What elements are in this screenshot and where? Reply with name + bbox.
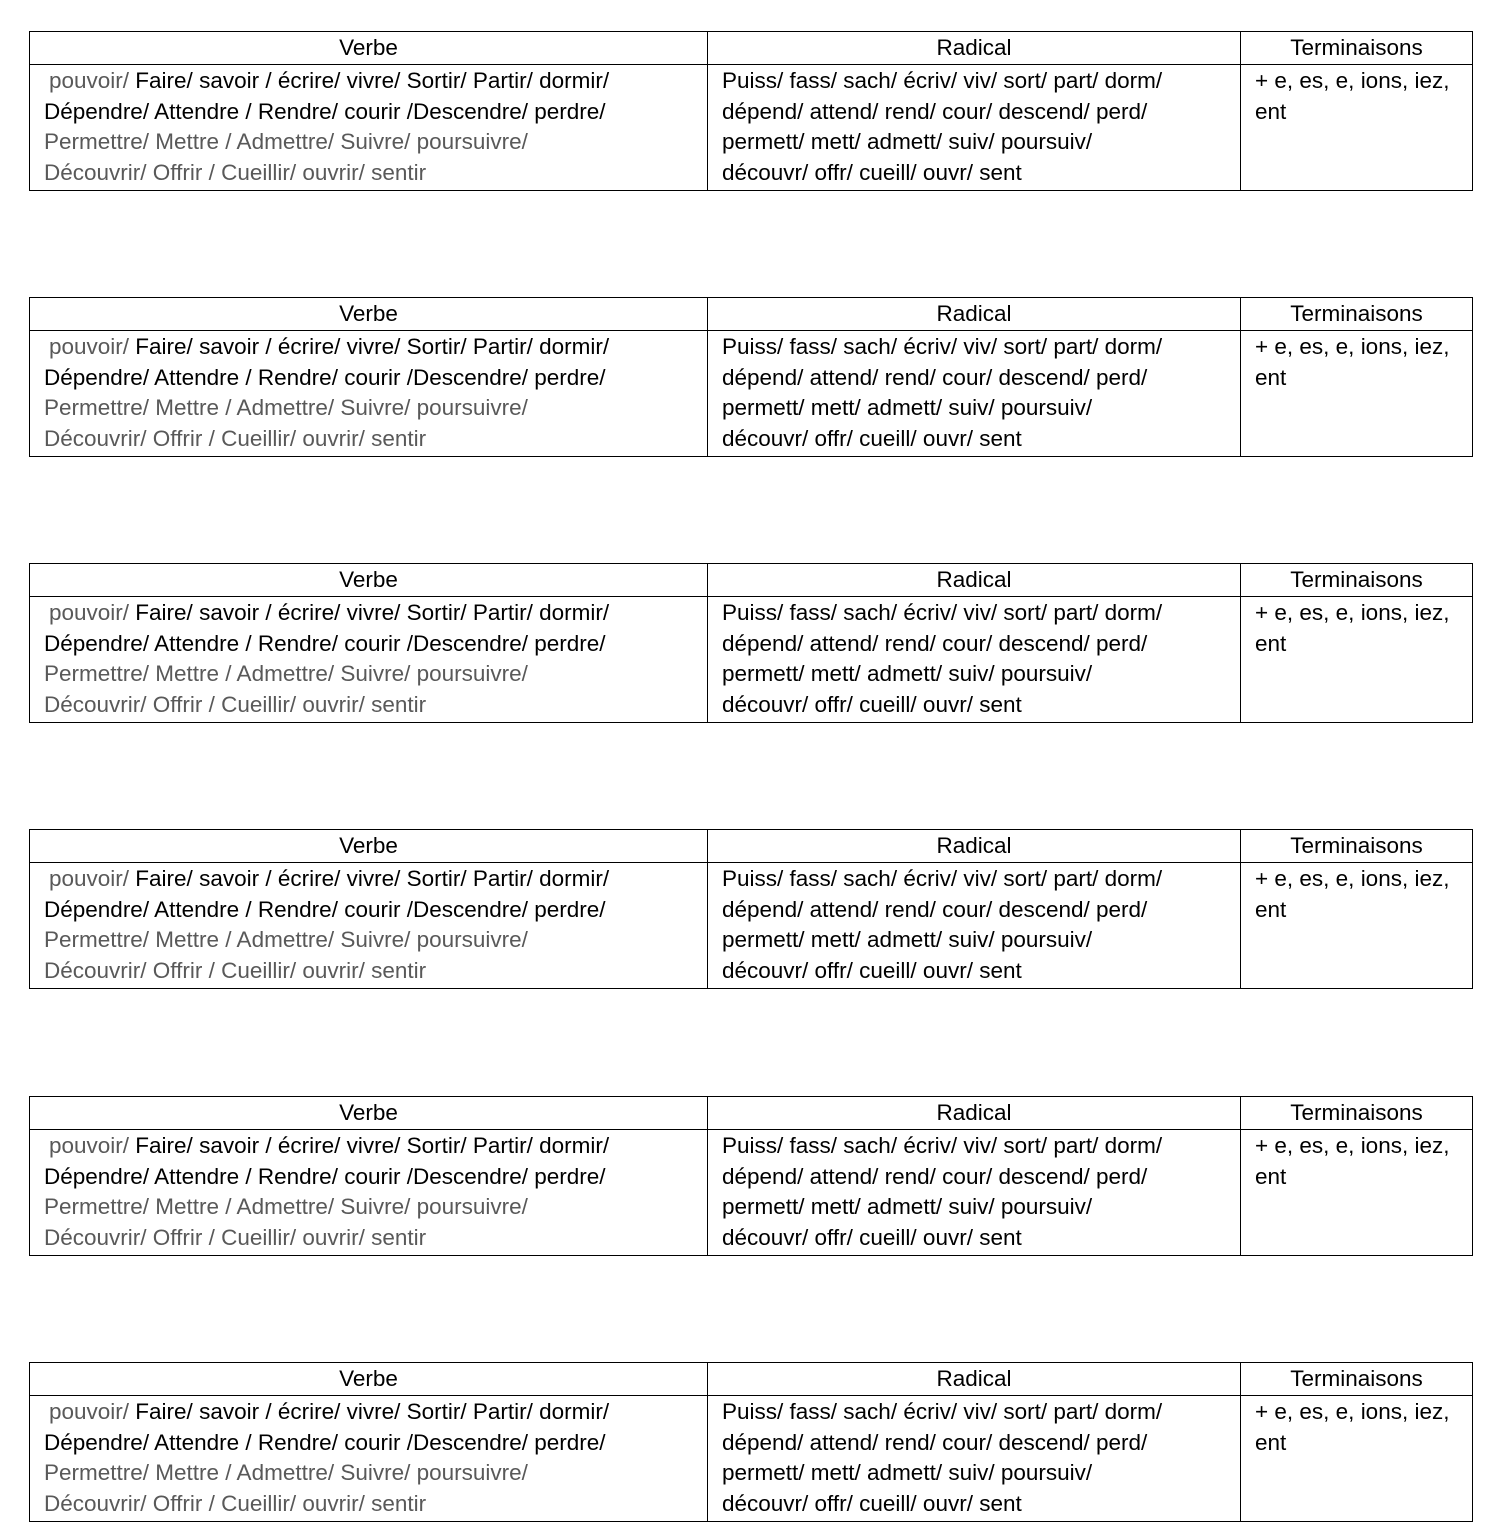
header-verbe: Verbe <box>30 830 708 863</box>
header-radical: Radical <box>708 298 1241 331</box>
verbe-cell <box>30 65 708 191</box>
header-verbe: Verbe <box>30 32 708 65</box>
verbe-line-4: Découvrir/ Offrir / Cueillir/ ouvrir/ sentir <box>44 425 427 451</box>
radical-line-1: Puiss/ fass/ sach/ écriv/ viv/ sort/ part/ dorm/ <box>722 866 1163 891</box>
conjugation-table-4 <box>29 829 1473 989</box>
verbe-line-2: Dépendre/ Attendre / Rendre/ courir /Descendre/ perdre/ <box>44 630 606 656</box>
table-header-row <box>30 298 1473 331</box>
verbe-line-4: Découvrir/ Offrir / Cueillir/ ouvrir/ sentir <box>44 1224 427 1250</box>
header-verbe: Verbe <box>30 298 708 331</box>
terminaisons-cell: + e, es, e, ions, iez, ent <box>1241 1396 1473 1522</box>
verbe-line-3: Permettre/ Mettre / Admettre/ Suivre/ poursuivre/ <box>44 927 528 953</box>
radical-cell <box>708 597 1241 723</box>
radical-line-1: Puiss/ fass/ sach/ écriv/ viv/ sort/ part/ dorm/ <box>722 1399 1163 1424</box>
table-row <box>30 331 1473 457</box>
verbe-line-4: Découvrir/ Offrir / Cueillir/ ouvrir/ sentir <box>44 691 427 717</box>
verbe-line-1-black: Faire/ savoir / écrire/ vivre/ Sortir/ Partir/ dormir/ <box>129 334 610 359</box>
header-terminaisons: Terminaisons <box>1241 1363 1473 1396</box>
radical-line-4: découvr/ offr/ cueill/ ouvr/ sent <box>722 159 1022 185</box>
radical-line-1: Puiss/ fass/ sach/ écriv/ viv/ sort/ part/ dorm/ <box>722 334 1163 359</box>
header-radical: Radical <box>708 32 1241 65</box>
verbe-line-2: Dépendre/ Attendre / Rendre/ courir /Descendre/ perdre/ <box>44 364 606 390</box>
table-header-row <box>30 830 1473 863</box>
radical-line-3: permett/ mett/ admett/ suiv/ poursuiv/ <box>722 1460 1093 1486</box>
radical-line-2: dépend/ attend/ rend/ cour/ descend/ perd/ <box>722 364 1148 390</box>
header-radical: Radical <box>708 830 1241 863</box>
radical-line-4: découvr/ offr/ cueill/ ouvr/ sent <box>722 691 1022 717</box>
radical-line-3: permett/ mett/ admett/ suiv/ poursuiv/ <box>722 661 1093 687</box>
verbe-line-2: Dépendre/ Attendre / Rendre/ courir /Descendre/ perdre/ <box>44 1163 606 1189</box>
radical-line-4: découvr/ offr/ cueill/ ouvr/ sent <box>722 1224 1022 1250</box>
table-row <box>30 597 1473 723</box>
radical-line-2: dépend/ attend/ rend/ cour/ descend/ perd/ <box>722 1163 1148 1189</box>
terminaisons-cell: + e, es, e, ions, iez, ent <box>1241 331 1473 457</box>
verbe-cell <box>30 1130 708 1256</box>
radical-line-2: dépend/ attend/ rend/ cour/ descend/ perd/ <box>722 896 1148 922</box>
header-terminaisons: Terminaisons <box>1241 564 1473 597</box>
table-row <box>30 1396 1473 1522</box>
radical-line-1: Puiss/ fass/ sach/ écriv/ viv/ sort/ part/ dorm/ <box>722 1133 1163 1158</box>
verbe-line-3: Permettre/ Mettre / Admettre/ Suivre/ poursuivre/ <box>44 661 528 687</box>
radical-line-1: Puiss/ fass/ sach/ écriv/ viv/ sort/ part/ dorm/ <box>722 68 1163 93</box>
radical-line-1: Puiss/ fass/ sach/ écriv/ viv/ sort/ part/ dorm/ <box>722 600 1163 625</box>
radical-line-2: dépend/ attend/ rend/ cour/ descend/ perd/ <box>722 98 1148 124</box>
conjugation-table-6 <box>29 1362 1473 1522</box>
verbe-line-1-gray: pouvoir/ <box>49 1133 130 1158</box>
header-terminaisons: Terminaisons <box>1241 830 1473 863</box>
radical-cell <box>708 1130 1241 1256</box>
verbe-line-1-black: Faire/ savoir / écrire/ vivre/ Sortir/ Partir/ dormir/ <box>129 1399 610 1424</box>
table-header-row <box>30 1097 1473 1130</box>
verbe-line-1-gray: pouvoir/ <box>49 68 130 93</box>
verbe-cell <box>30 597 708 723</box>
terminaisons-cell: + e, es, e, ions, iez, ent <box>1241 597 1473 723</box>
verbe-cell <box>30 863 708 989</box>
radical-cell <box>708 1396 1241 1522</box>
conjugation-table-1 <box>29 31 1473 191</box>
verbe-line-1 <box>44 1397 693 1428</box>
radical-line-2: dépend/ attend/ rend/ cour/ descend/ perd/ <box>722 630 1148 656</box>
table-header-row <box>30 32 1473 65</box>
conjugation-table-5 <box>29 1096 1473 1256</box>
verbe-line-2: Dépendre/ Attendre / Rendre/ courir /Descendre/ perdre/ <box>44 1429 606 1455</box>
verbe-line-1-gray: pouvoir/ <box>49 1399 130 1424</box>
radical-cell <box>708 331 1241 457</box>
table-header-row <box>30 564 1473 597</box>
radical-line-3: permett/ mett/ admett/ suiv/ poursuiv/ <box>722 395 1093 421</box>
radical-line-4: découvr/ offr/ cueill/ ouvr/ sent <box>722 425 1022 451</box>
verbe-line-1 <box>44 1131 693 1162</box>
header-verbe: Verbe <box>30 1097 708 1130</box>
header-radical: Radical <box>708 1097 1241 1130</box>
table-row <box>30 65 1473 191</box>
radical-line-3: permett/ mett/ admett/ suiv/ poursuiv/ <box>722 927 1093 953</box>
verbe-line-4: Découvrir/ Offrir / Cueillir/ ouvrir/ sentir <box>44 159 427 185</box>
verbe-cell <box>30 331 708 457</box>
conjugation-table-3 <box>29 563 1473 723</box>
table-row <box>30 863 1473 989</box>
header-terminaisons: Terminaisons <box>1241 1097 1473 1130</box>
verbe-line-1 <box>44 332 693 363</box>
radical-line-3: permett/ mett/ admett/ suiv/ poursuiv/ <box>722 1194 1093 1220</box>
verbe-line-1-gray: pouvoir/ <box>49 600 130 625</box>
verbe-line-1 <box>44 598 693 629</box>
header-radical: Radical <box>708 1363 1241 1396</box>
radical-line-2: dépend/ attend/ rend/ cour/ descend/ perd/ <box>722 1429 1148 1455</box>
terminaisons-cell: + e, es, e, ions, iez, ent <box>1241 65 1473 191</box>
terminaisons-cell: + e, es, e, ions, iez, ent <box>1241 1130 1473 1256</box>
verbe-line-3: Permettre/ Mettre / Admettre/ Suivre/ poursuivre/ <box>44 395 528 421</box>
header-verbe: Verbe <box>30 1363 708 1396</box>
table-header-row <box>30 1363 1473 1396</box>
verbe-line-4: Découvrir/ Offrir / Cueillir/ ouvrir/ sentir <box>44 1490 427 1516</box>
header-terminaisons: Terminaisons <box>1241 298 1473 331</box>
radical-cell <box>708 65 1241 191</box>
verbe-line-1-gray: pouvoir/ <box>49 866 130 891</box>
verbe-cell <box>30 1396 708 1522</box>
terminaisons-cell: + e, es, e, ions, iez, ent <box>1241 863 1473 989</box>
verbe-line-1-black: Faire/ savoir / écrire/ vivre/ Sortir/ Partir/ dormir/ <box>129 1133 610 1158</box>
radical-line-4: découvr/ offr/ cueill/ ouvr/ sent <box>722 957 1022 983</box>
table-row <box>30 1130 1473 1256</box>
verbe-line-1-black: Faire/ savoir / écrire/ vivre/ Sortir/ Partir/ dormir/ <box>129 866 610 891</box>
header-terminaisons: Terminaisons <box>1241 32 1473 65</box>
verbe-line-3: Permettre/ Mettre / Admettre/ Suivre/ poursuivre/ <box>44 1194 528 1220</box>
verbe-line-1 <box>44 66 693 97</box>
radical-line-4: découvr/ offr/ cueill/ ouvr/ sent <box>722 1490 1022 1516</box>
header-radical: Radical <box>708 564 1241 597</box>
conjugation-table-2 <box>29 297 1473 457</box>
radical-cell <box>708 863 1241 989</box>
verbe-line-3: Permettre/ Mettre / Admettre/ Suivre/ poursuivre/ <box>44 129 528 155</box>
radical-line-3: permett/ mett/ admett/ suiv/ poursuiv/ <box>722 129 1093 155</box>
verbe-line-2: Dépendre/ Attendre / Rendre/ courir /Descendre/ perdre/ <box>44 896 606 922</box>
verbe-line-1-black: Faire/ savoir / écrire/ vivre/ Sortir/ Partir/ dormir/ <box>129 68 610 93</box>
verbe-line-1-gray: pouvoir/ <box>49 334 130 359</box>
header-verbe: Verbe <box>30 564 708 597</box>
verbe-line-3: Permettre/ Mettre / Admettre/ Suivre/ poursuivre/ <box>44 1460 528 1486</box>
verbe-line-4: Découvrir/ Offrir / Cueillir/ ouvrir/ sentir <box>44 957 427 983</box>
verbe-line-1 <box>44 864 693 895</box>
verbe-line-2: Dépendre/ Attendre / Rendre/ courir /Descendre/ perdre/ <box>44 98 606 124</box>
verbe-line-1-black: Faire/ savoir / écrire/ vivre/ Sortir/ Partir/ dormir/ <box>129 600 610 625</box>
